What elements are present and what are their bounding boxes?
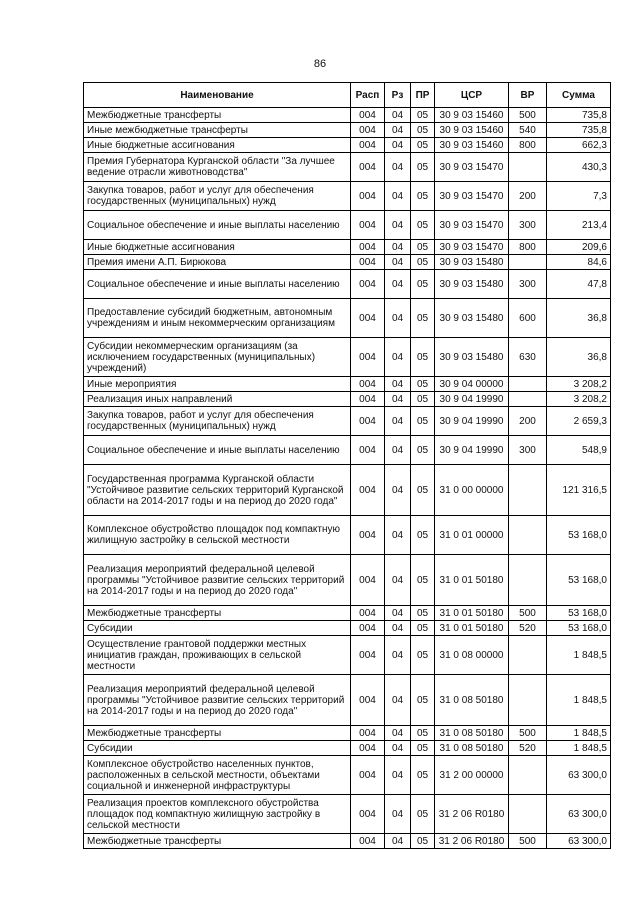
table-row: [84, 675, 611, 726]
cell-csr: 30 9 03 15460: [435, 123, 509, 138]
cell-rasp: 004: [351, 255, 385, 270]
budget-table: [83, 82, 611, 849]
cell-rasp: 004: [351, 211, 385, 240]
cell-pr: 05: [411, 299, 435, 338]
cell-vr: 300: [509, 436, 547, 465]
cell-vr: 520: [509, 621, 547, 636]
cell-pr: 05: [411, 465, 435, 516]
cell-name: Комплексное обустройство населенных пунктов, расположенных в сельской местности, объектами социальной и инженерной инфраструктуры: [84, 756, 351, 795]
cell-rasp: 004: [351, 436, 385, 465]
cell-name: Социальное обеспечение и иные выплаты населению: [84, 270, 351, 299]
cell-vr: [509, 153, 547, 182]
cell-sum: 3 208,2: [547, 392, 611, 407]
page-number: 86: [313, 58, 327, 70]
cell-csr: 30 9 04 19990: [435, 392, 509, 407]
cell-pr: 05: [411, 756, 435, 795]
cell-csr: 31 0 08 50180: [435, 726, 509, 741]
cell-sum: 209,6: [547, 240, 611, 255]
cell-sum: 63 300,0: [547, 756, 611, 795]
cell-csr: 30 9 03 15480: [435, 270, 509, 299]
cell-csr: 30 9 03 15480: [435, 255, 509, 270]
cell-sum: 84,6: [547, 255, 611, 270]
cell-pr: 05: [411, 377, 435, 392]
cell-rz: 04: [385, 795, 411, 834]
cell-vr: 800: [509, 138, 547, 153]
cell-rasp: 004: [351, 108, 385, 123]
table-row: [84, 516, 611, 555]
cell-vr: 520: [509, 741, 547, 756]
cell-rasp: 004: [351, 606, 385, 621]
cell-vr: 500: [509, 726, 547, 741]
cell-rz: 04: [385, 636, 411, 675]
cell-rz: 04: [385, 741, 411, 756]
cell-pr: 05: [411, 108, 435, 123]
cell-csr: 31 0 00 00000: [435, 465, 509, 516]
cell-sum: 2 659,3: [547, 407, 611, 436]
cell-sum: 735,8: [547, 108, 611, 123]
cell-name: Межбюджетные трансферты: [84, 726, 351, 741]
table-row: [84, 636, 611, 675]
cell-csr: 31 0 01 50180: [435, 621, 509, 636]
cell-sum: 121 316,5: [547, 465, 611, 516]
table-row: [84, 834, 611, 849]
cell-rasp: 004: [351, 153, 385, 182]
cell-pr: 05: [411, 153, 435, 182]
cell-csr: 30 9 04 19990: [435, 407, 509, 436]
header-vr: ВР: [509, 83, 547, 108]
cell-csr: 30 9 03 15470: [435, 240, 509, 255]
table-row: [84, 255, 611, 270]
table-row: [84, 123, 611, 138]
table-row: [84, 270, 611, 299]
cell-name: Субсидии: [84, 621, 351, 636]
cell-rz: 04: [385, 108, 411, 123]
cell-pr: 05: [411, 606, 435, 621]
cell-pr: 05: [411, 407, 435, 436]
cell-sum: 430,3: [547, 153, 611, 182]
table-row: [84, 465, 611, 516]
table-row: [84, 338, 611, 377]
cell-sum: 53 168,0: [547, 606, 611, 621]
cell-csr: 31 0 01 50180: [435, 555, 509, 606]
cell-rz: 04: [385, 338, 411, 377]
cell-name: Субсидии некоммерческим организациям (за исключением государственных (муниципальных) учреждений): [84, 338, 351, 377]
cell-vr: 540: [509, 123, 547, 138]
cell-pr: 05: [411, 741, 435, 756]
cell-pr: 05: [411, 726, 435, 741]
cell-vr: [509, 516, 547, 555]
cell-rasp: 004: [351, 741, 385, 756]
cell-vr: [509, 392, 547, 407]
cell-sum: 213,4: [547, 211, 611, 240]
cell-vr: [509, 465, 547, 516]
cell-pr: 05: [411, 436, 435, 465]
table-row: [84, 211, 611, 240]
cell-vr: 800: [509, 240, 547, 255]
cell-rz: 04: [385, 407, 411, 436]
cell-name: Премия имени А.П. Бирюкова: [84, 255, 351, 270]
cell-rasp: 004: [351, 636, 385, 675]
table-row: [84, 606, 611, 621]
cell-name: Закупка товаров, работ и услуг для обеспечения государственных (муниципальных) нужд: [84, 407, 351, 436]
cell-rasp: 004: [351, 834, 385, 849]
cell-name: Иные бюджетные ассигнования: [84, 138, 351, 153]
cell-csr: 31 0 08 50180: [435, 675, 509, 726]
cell-csr: 30 9 04 19990: [435, 436, 509, 465]
cell-pr: 05: [411, 182, 435, 211]
cell-vr: 500: [509, 108, 547, 123]
cell-vr: 500: [509, 834, 547, 849]
cell-rz: 04: [385, 255, 411, 270]
table-row: [84, 299, 611, 338]
cell-vr: 300: [509, 270, 547, 299]
table-row: [84, 555, 611, 606]
table-row: [84, 392, 611, 407]
cell-rasp: 004: [351, 338, 385, 377]
cell-pr: 05: [411, 516, 435, 555]
cell-name: Премия Губернатора Курганской области "За лучшее ведение отрасли животноводства": [84, 153, 351, 182]
cell-pr: 05: [411, 555, 435, 606]
table-row: [84, 153, 611, 182]
cell-name: Иные межбюджетные трансферты: [84, 123, 351, 138]
cell-rasp: 004: [351, 123, 385, 138]
cell-pr: 05: [411, 675, 435, 726]
table-row: [84, 726, 611, 741]
cell-vr: [509, 636, 547, 675]
table-header-row: [84, 83, 611, 108]
table-row: [84, 407, 611, 436]
cell-vr: [509, 555, 547, 606]
cell-rz: 04: [385, 436, 411, 465]
cell-rz: 04: [385, 182, 411, 211]
cell-csr: 31 0 08 00000: [435, 636, 509, 675]
cell-sum: 1 848,5: [547, 675, 611, 726]
table-row: [84, 182, 611, 211]
cell-csr: 30 9 03 15480: [435, 338, 509, 377]
cell-vr: [509, 756, 547, 795]
cell-csr: 31 2 06 R0180: [435, 834, 509, 849]
cell-rz: 04: [385, 555, 411, 606]
table-row: [84, 108, 611, 123]
cell-rasp: 004: [351, 756, 385, 795]
cell-name: Осуществление грантовой поддержки местных инициатив граждан, проживающих в сельской местности: [84, 636, 351, 675]
cell-sum: 53 168,0: [547, 555, 611, 606]
cell-pr: 05: [411, 123, 435, 138]
cell-csr: 30 9 03 15460: [435, 108, 509, 123]
cell-rz: 04: [385, 123, 411, 138]
table-row: [84, 240, 611, 255]
cell-csr: 31 0 08 50180: [435, 741, 509, 756]
table-row: [84, 795, 611, 834]
cell-rasp: 004: [351, 299, 385, 338]
cell-sum: 3 208,2: [547, 377, 611, 392]
cell-vr: [509, 377, 547, 392]
cell-rz: 04: [385, 834, 411, 849]
cell-name: Реализация мероприятий федеральной целевой программы "Устойчивое развитие сельских территорий на 2014-2017 годы и на период до 2020 года": [84, 675, 351, 726]
cell-rasp: 004: [351, 621, 385, 636]
cell-vr: 300: [509, 211, 547, 240]
cell-pr: 05: [411, 211, 435, 240]
cell-vr: 630: [509, 338, 547, 377]
cell-csr: 30 9 03 15470: [435, 153, 509, 182]
cell-name: Социальное обеспечение и иные выплаты населению: [84, 211, 351, 240]
cell-name: Социальное обеспечение и иные выплаты населению: [84, 436, 351, 465]
cell-rasp: 004: [351, 240, 385, 255]
cell-vr: 200: [509, 182, 547, 211]
cell-sum: 63 300,0: [547, 834, 611, 849]
cell-name: Межбюджетные трансферты: [84, 834, 351, 849]
cell-rz: 04: [385, 675, 411, 726]
cell-csr: 30 9 03 15480: [435, 299, 509, 338]
cell-name: Комплексное обустройство площадок под компактную жилищную застройку в сельской местности: [84, 516, 351, 555]
cell-rasp: 004: [351, 795, 385, 834]
cell-name: Реализация проектов комплексного обустройства площадок под компактную жилищную застройку в сельской местности: [84, 795, 351, 834]
cell-rz: 04: [385, 240, 411, 255]
cell-rz: 04: [385, 606, 411, 621]
cell-rz: 04: [385, 377, 411, 392]
header-sum: Сумма: [547, 83, 611, 108]
cell-vr: 500: [509, 606, 547, 621]
cell-pr: 05: [411, 338, 435, 377]
cell-pr: 05: [411, 636, 435, 675]
cell-name: Межбюджетные трансферты: [84, 606, 351, 621]
cell-sum: 47,8: [547, 270, 611, 299]
cell-rasp: 004: [351, 555, 385, 606]
cell-name: Реализация мероприятий федеральной целевой программы "Устойчивое развитие сельских территорий на 2014-2017 годы и на период до 2020 года": [84, 555, 351, 606]
cell-rz: 04: [385, 153, 411, 182]
cell-rz: 04: [385, 211, 411, 240]
cell-csr: 31 0 01 00000: [435, 516, 509, 555]
table-row: [84, 138, 611, 153]
cell-pr: 05: [411, 621, 435, 636]
cell-rz: 04: [385, 465, 411, 516]
cell-rasp: 004: [351, 726, 385, 741]
cell-sum: 53 168,0: [547, 621, 611, 636]
table-row: [84, 377, 611, 392]
cell-rz: 04: [385, 138, 411, 153]
cell-rasp: 004: [351, 675, 385, 726]
header-pr: ПР: [411, 83, 435, 108]
cell-name: Иные мероприятия: [84, 377, 351, 392]
cell-rasp: 004: [351, 392, 385, 407]
cell-sum: 36,8: [547, 299, 611, 338]
cell-vr: [509, 795, 547, 834]
cell-csr: 30 9 04 00000: [435, 377, 509, 392]
cell-sum: 735,8: [547, 123, 611, 138]
cell-rz: 04: [385, 621, 411, 636]
cell-sum: 36,8: [547, 338, 611, 377]
cell-sum: 548,9: [547, 436, 611, 465]
cell-csr: 30 9 03 15470: [435, 211, 509, 240]
cell-csr: 30 9 03 15460: [435, 138, 509, 153]
header-rasp: Расп: [351, 83, 385, 108]
cell-rasp: 004: [351, 516, 385, 555]
cell-vr: 600: [509, 299, 547, 338]
table-row: [84, 436, 611, 465]
cell-name: Межбюджетные трансферты: [84, 108, 351, 123]
cell-pr: 05: [411, 392, 435, 407]
cell-csr: 31 2 06 R0180: [435, 795, 509, 834]
cell-rasp: 004: [351, 377, 385, 392]
cell-rasp: 004: [351, 465, 385, 516]
table-row: [84, 621, 611, 636]
cell-sum: 53 168,0: [547, 516, 611, 555]
cell-vr: [509, 255, 547, 270]
cell-name: Иные бюджетные ассигнования: [84, 240, 351, 255]
cell-pr: 05: [411, 255, 435, 270]
cell-sum: 1 848,5: [547, 726, 611, 741]
cell-rz: 04: [385, 299, 411, 338]
table-row: [84, 756, 611, 795]
cell-name: Государственная программа Курганской области "Устойчивое развитие сельских территорий Курганской области на 2014-2017 годы и на период до 2020 года": [84, 465, 351, 516]
cell-csr: 31 0 01 50180: [435, 606, 509, 621]
header-csr: ЦСР: [435, 83, 509, 108]
header-rz: Рз: [385, 83, 411, 108]
cell-rasp: 004: [351, 270, 385, 299]
cell-sum: 63 300,0: [547, 795, 611, 834]
cell-name: Предоставление субсидий бюджетным, автономным учреждениям и иным некоммерческим организациям: [84, 299, 351, 338]
cell-rz: 04: [385, 392, 411, 407]
table-row: [84, 741, 611, 756]
header-name: Наименование: [84, 83, 351, 108]
cell-sum: 1 848,5: [547, 741, 611, 756]
cell-name: Закупка товаров, работ и услуг для обеспечения государственных (муниципальных) нужд: [84, 182, 351, 211]
cell-sum: 7,3: [547, 182, 611, 211]
cell-name: Субсидии: [84, 741, 351, 756]
cell-csr: 31 2 00 00000: [435, 756, 509, 795]
cell-pr: 05: [411, 795, 435, 834]
cell-sum: 662,3: [547, 138, 611, 153]
cell-rz: 04: [385, 516, 411, 555]
cell-rasp: 004: [351, 407, 385, 436]
cell-vr: [509, 675, 547, 726]
cell-vr: 200: [509, 407, 547, 436]
cell-pr: 05: [411, 138, 435, 153]
cell-rz: 04: [385, 726, 411, 741]
cell-rasp: 004: [351, 138, 385, 153]
cell-rasp: 004: [351, 182, 385, 211]
cell-sum: 1 848,5: [547, 636, 611, 675]
cell-name: Реализация иных направлений: [84, 392, 351, 407]
cell-pr: 05: [411, 270, 435, 299]
cell-pr: 05: [411, 240, 435, 255]
cell-csr: 30 9 03 15470: [435, 182, 509, 211]
cell-pr: 05: [411, 834, 435, 849]
cell-rz: 04: [385, 756, 411, 795]
cell-rz: 04: [385, 270, 411, 299]
